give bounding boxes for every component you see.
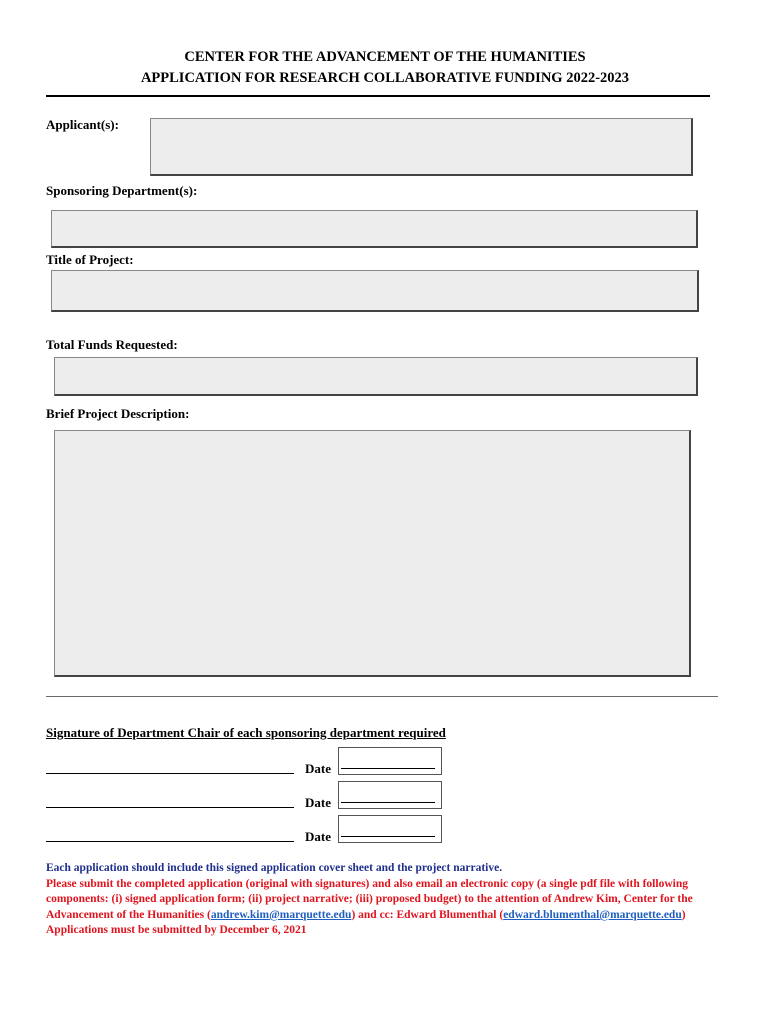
date-label-1: Date <box>305 761 331 776</box>
instructions-text-2: ) and cc: Edward Blumenthal ( <box>351 908 504 921</box>
submission-instructions <box>46 877 726 924</box>
project-title-input[interactable] <box>51 270 699 312</box>
date-input-3[interactable] <box>338 815 442 843</box>
instructions-text-1: Please submit the completed application (original with signatures) and also email an electronic copy (a single pdf file with following components: (i) signed application form; (ii) project narrative; (iii) proposed budget) to the attention of Andrew Kim, Center for the Advancement of the Humanities ( <box>46 877 693 921</box>
cover-sheet-note: Each application should include this signed application cover sheet and the project narrative. <box>46 862 503 874</box>
date-input-1[interactable] <box>338 747 442 775</box>
signature-line-2[interactable] <box>46 807 294 808</box>
email-link-blumenthal[interactable]: edward.blumenthal@marquette.edu <box>503 908 682 921</box>
section-separator: ________________________________________________________________________________________________________________ <box>46 684 718 698</box>
signature-heading: Signature of Department Chair of each sponsoring department required <box>46 725 446 740</box>
funds-input[interactable] <box>54 357 698 396</box>
date-label-2: Date <box>305 795 331 810</box>
signature-line-1[interactable] <box>46 773 294 774</box>
instructions-text-3: ) <box>681 908 686 921</box>
form-title-line2: APPLICATION FOR RESEARCH COLLABORATIVE FUNDING 2022-2023 <box>140 70 630 86</box>
date-input-2[interactable] <box>338 781 442 809</box>
department-label: Sponsoring Department(s): <box>46 183 198 198</box>
department-input[interactable] <box>51 210 698 248</box>
signature-line-3[interactable] <box>46 841 294 842</box>
applicants-label: Applicant(s): <box>46 117 119 132</box>
form-title-line1: CENTER FOR THE ADVANCEMENT OF THE HUMANITIES <box>184 49 586 65</box>
deadline-note: Applications must be submitted by December 6, 2021 <box>46 924 307 937</box>
email-link-kim[interactable]: andrew.kim@marquette.edu <box>210 908 352 921</box>
header-rule <box>46 95 710 97</box>
applicants-input[interactable] <box>150 118 693 176</box>
project-title-label: Title of Project: <box>46 252 134 267</box>
funds-label: Total Funds Requested: <box>46 337 178 352</box>
description-input[interactable] <box>54 430 691 677</box>
description-label: Brief Project Description: <box>46 406 190 421</box>
date-label-3: Date <box>305 829 331 844</box>
instructions <box>46 861 726 939</box>
